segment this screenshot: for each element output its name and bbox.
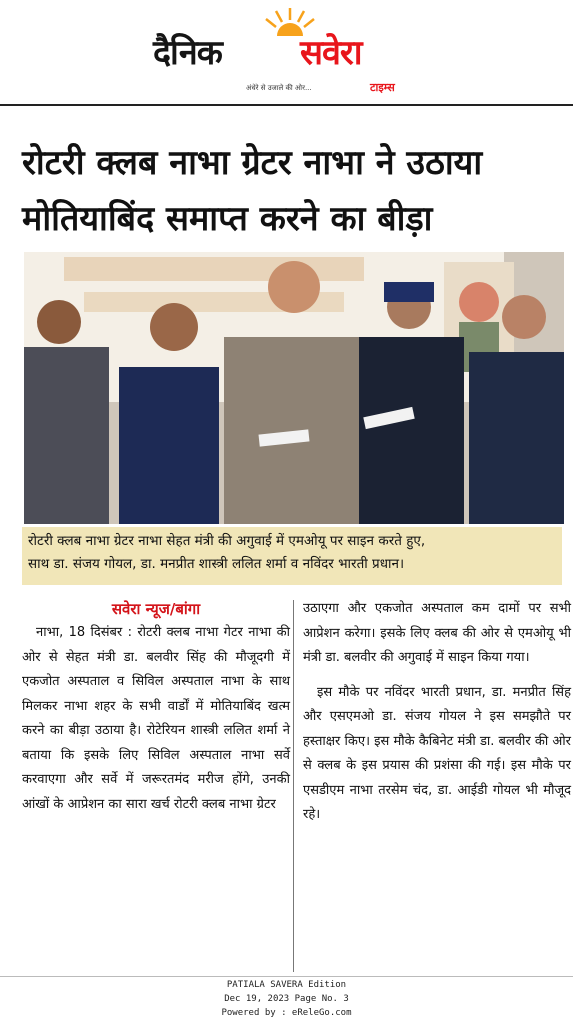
caption-line-1: रोटरी क्लब नाभा ग्रेटर नाभा सेहत मंत्री की अगुवाई में एमओयू पर साइन करते हुए, <box>28 533 426 549</box>
masthead <box>0 0 573 102</box>
article-column-2 <box>303 597 571 828</box>
column-divider <box>293 600 294 972</box>
masthead-divider <box>0 104 573 106</box>
caption-line-2: साथ डा. संजय गोयल, डा. मनप्रीत शास्त्री ललित शर्मा व नविंदर भारती प्रधान। <box>28 556 405 572</box>
photo-caption <box>22 527 562 585</box>
article-column-1 <box>22 597 290 817</box>
footer-date-page: Dec 19, 2023 Page No. 3 <box>224 994 349 1004</box>
news-photo-illustration <box>24 252 564 524</box>
column-1-paragraph: नाभा, 18 दिसंबर : रोटरी क्लब नाभा गेटर नाभा की ओर से सेहत मंत्री डा. बलवीर सिंह की मौजूदगी में एकजोत अस्पताल व सिविल अस्पताल नाभा के साथ मिलकर नाभा शहर के सभी वार्डों में मोतियाबिंद खत्म करने का बीड़ा उठाया है। रोटेरियन शास्त्री ललित शर्मा ने बताया कि इसके लिए सिविल अस्पताल नाभा सर्वे करवाएगा और सर्वे में जरूरतमंद मरीज होंगे, उनकी आंखों के आप्रेशन का सारा खर्च रोटरी क्लब नाभा ग्रेटर <box>22 625 290 812</box>
footer-edition: PATIALA SAVERA Edition <box>226 980 347 990</box>
news-photo <box>24 252 564 524</box>
masthead-name-right: सवेरा <box>300 33 362 73</box>
byline: सवेरा न्यूज/बांगा <box>111 600 201 618</box>
column-2-paragraph-2: इस मौके पर नविंदर भारती प्रधान, डा. मनप्रीत सिंह और एसएमओ डा. संजय गोयल ने इस समझौते पर हस्ताक्षर किए। इस मौके कैबिनेट मंत्री डा. बलवीर की ओर से क्लब के इस प्रयास की प्रशंसा की गई। इस मौके पर एसडीएम नाभा तरसेम चंद, डा. आईडी गोयल भी मौजूद रहे। <box>303 684 571 822</box>
footer-divider <box>0 976 573 977</box>
column-2-paragraph-1: उठाएगा और एकजोत अस्पताल कम दामों पर सभी आप्रेशन करेगा। इसके लिए क्लब की ओर से एमओयू भी मंत्री डा. बलवीर की अगुवाई में साइन किया गया। <box>303 601 571 665</box>
masthead-name-left: दैनिक <box>153 33 222 73</box>
footer-powered-by[interactable]: Powered by : eReleGo.com <box>221 1008 352 1018</box>
masthead-tagline: अंधेरे से उजाले की ओर... <box>246 84 312 92</box>
headline-line-1: रोटरी क्लब नाभा ग्रेटर नाभा ने उठाया <box>22 143 483 183</box>
masthead-subname: टाइम्स <box>370 81 395 94</box>
headline-line-2: मोतियाबिंद समाप्त करने का बीड़ा <box>22 199 433 239</box>
page-footer <box>0 978 573 1020</box>
